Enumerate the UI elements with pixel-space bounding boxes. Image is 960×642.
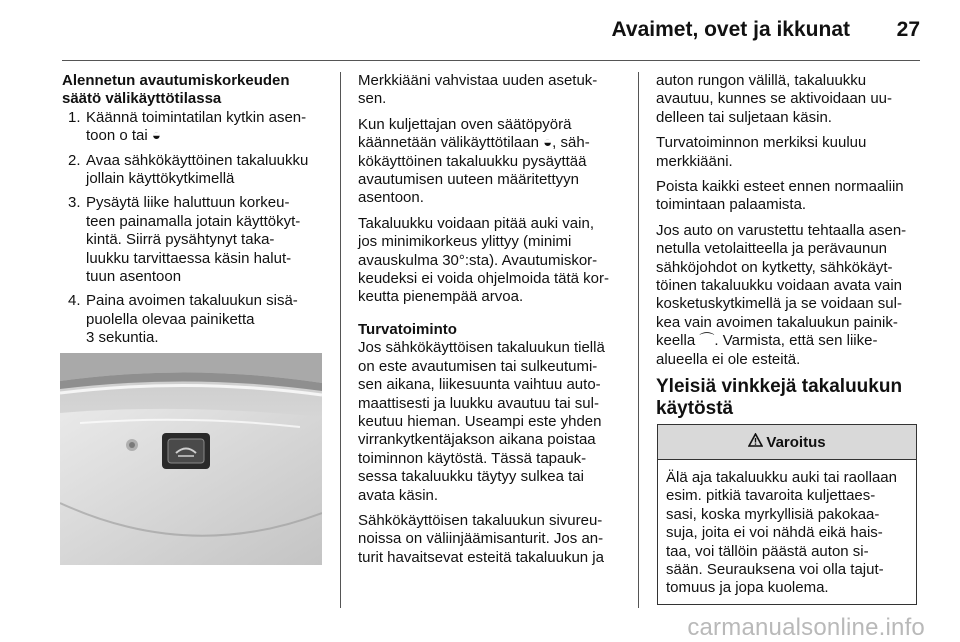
warning-header (658, 425, 916, 460)
step-item: 4. Paina avoimen takaluukun sisä- puolella olevaa painiketta 3 sekuntia. (68, 292, 298, 347)
paragraph: Poista kaikki esteet ennen normaaliin toimintaan palaamista. (656, 178, 904, 214)
step-list (62, 109, 330, 348)
step-item: 1. Käännä toimintatilan kytkin asen- toon o tai ◒ (68, 108, 307, 145)
paragraph: Jos sähkökäyttöisen takaluukun tiellä on este avautumisen tai sulkeutumi- sen aikana, liikesuunta vaihtuu auto- maattisesti ja luukku avautuu tai sul- keutuu hieman. Useampi este yhden virrankytkentäjakson aikana poistaa toiminnon käytöstä. Tässä tapauk- sessa takaluukku täytyy sulkea tai avata käsin. (358, 339, 605, 504)
step-item: 3. Pysäytä liike haluttuun korkeu- teen painamalla jotain käyttökyt- kintä. Siirrä pysähtynyt taka- luukku tarvittaessa käsin halut- tuun asentoon (68, 194, 301, 286)
paragraph: Jos auto on varustettu tehtaalla asen- netulla vetolaitteella ja perävaunun sähköjohdot on kytketty, sähkökäyt- töinen takaluukku voidaan avata vain kosketuskytkimellä ja se voidaan sul- kea vain avoimen takaluukun painik- keella ⌒. Varmista, että sen liike- alueella ei ole esteitä. (656, 221, 907, 368)
section-title: Yleisiä vinkkejä takaluukun käytöstä (656, 376, 903, 420)
warning-triangle-icon (748, 433, 763, 451)
page-title: Avaimet, ovet ja ikkunat (611, 18, 850, 41)
column-divider-left (340, 72, 341, 608)
paragraph: auton rungon välillä, takaluukku avautuu, kunnes se aktivoidaan uu- delleen tai suljetaan käsin. (656, 72, 892, 126)
header-divider (62, 60, 920, 61)
right-column (656, 72, 922, 430)
warning-box (657, 424, 917, 605)
page-number: 27 (896, 18, 920, 41)
warning-title: Varoitus (766, 433, 826, 451)
paragraph: Takaluukku voidaan pitää auki vain, jos minimikorkeus ylittyy (minimi avauskulma 30°:sta). Avautumiskor- keudeksi ei voida ohjelmoida tätä kor- keutta pienempää arvoa. (358, 214, 609, 306)
column-divider-right (638, 72, 639, 608)
subheading: Alennetun avautumiskorkeuden säätö välikäyttötilassa (62, 72, 290, 108)
tailgate-button-photo (60, 353, 322, 565)
watermark: carmanualsonline.info (687, 614, 925, 641)
paragraph: Sähkökäyttöisen takaluukun sivureu- noissa on väliinjäämisanturit. Jos an- turit havaitsevat esteitä takaluukun ja (358, 511, 604, 566)
safety-heading: Turvatoiminto (358, 320, 457, 338)
paragraph: Kun kuljettajan oven säätöpyörä käännetään välikäyttötilaan ◒, säh- kökäyttöinen takaluukku pysäyttää avautumisen uuteen määritettyyn asentoon. (358, 115, 590, 207)
step-item: 2. Avaa sähkökäyttöinen takaluukku jollain käyttökytkimellä (68, 151, 309, 188)
left-column (62, 72, 330, 354)
middle-column (358, 72, 630, 574)
warning-text: Älä aja takaluukku auki tai raollaan esim. pitkiä tavaroita kuljettaes- sasi, koska myrkyllisiä pakokaa- suja, joita ei voi nähdä eikä hais- taa, voi tällöin päästä auton si- sään. Seurauksena voi olla tajut- tomuus ja jopa kuolema. (666, 469, 897, 597)
paragraph: Turvatoiminnon merkiksi kuuluu merkkiääni. (656, 134, 867, 170)
paragraph: Merkkiääni vahvistaa uuden asetuk- sen. (358, 72, 598, 108)
